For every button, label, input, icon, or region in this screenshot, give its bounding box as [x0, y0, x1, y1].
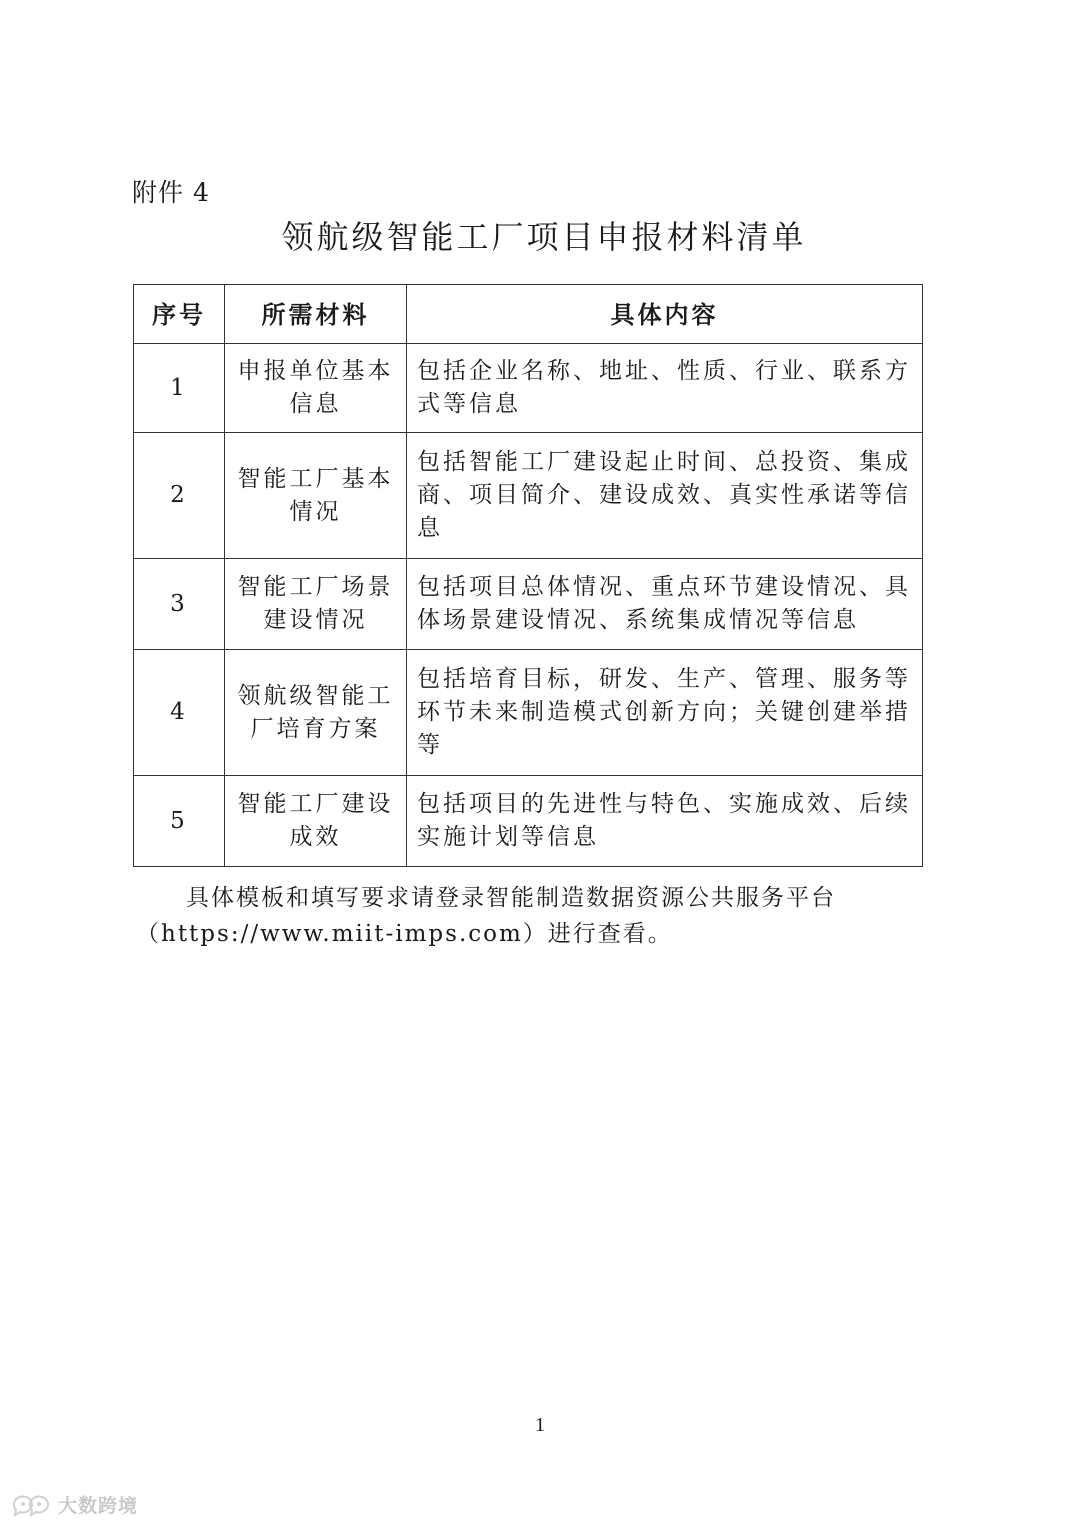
- header-content: 具体内容: [407, 285, 923, 344]
- document-title: 领航级智能工厂项目申报材料清单: [281, 218, 807, 256]
- row-content: 包括培育目标，研发、生产、管理、服务等环节未来制造模式创新方向；关键创建举措等: [407, 650, 923, 776]
- row-material: 智能工厂基本情况: [225, 433, 407, 559]
- table-row: [134, 344, 923, 433]
- row-no: 5: [134, 776, 225, 867]
- attachment-label: 附件 4: [132, 178, 210, 207]
- row-no: 2: [134, 433, 225, 559]
- row-no: 4: [134, 650, 225, 776]
- row-no: 1: [134, 344, 225, 433]
- row-material: 申报单位基本信息: [225, 344, 407, 433]
- template-note: 具体模板和填写要求请登录智能制造数据资源公共服务平台（https://www.miit-imps.com）进行查看。: [136, 885, 836, 947]
- row-content: 包括项目总体情况、重点环节建设情况、具体场景建设情况、系统集成情况等信息: [407, 559, 923, 650]
- table-row: [134, 559, 923, 650]
- chat-bubble-logo-icon: [10, 1492, 52, 1518]
- table-row: [134, 776, 923, 867]
- header-material: 所需材料: [225, 285, 407, 344]
- watermark: [10, 1491, 138, 1518]
- materials-table: [133, 284, 923, 867]
- row-material: 智能工厂建设成效: [225, 776, 407, 867]
- row-material: 智能工厂场景建设情况: [225, 559, 407, 650]
- row-no: 3: [134, 559, 225, 650]
- table-row: [134, 433, 923, 559]
- row-material: 领航级智能工厂培育方案: [225, 650, 407, 776]
- table-header-row: [134, 285, 923, 344]
- watermark-text: 大数跨境: [58, 1495, 139, 1517]
- row-content: 包括项目的先进性与特色、实施成效、后续实施计划等信息: [407, 776, 923, 867]
- row-content: 包括企业名称、地址、性质、行业、联系方式等信息: [407, 344, 923, 433]
- table-row: [134, 650, 923, 776]
- page-number: 1: [535, 1414, 545, 1436]
- row-content: 包括智能工厂建设起止时间、总投资、集成商、项目简介、建设成效、真实性承诺等信息: [407, 433, 923, 559]
- header-no: 序号: [134, 285, 225, 344]
